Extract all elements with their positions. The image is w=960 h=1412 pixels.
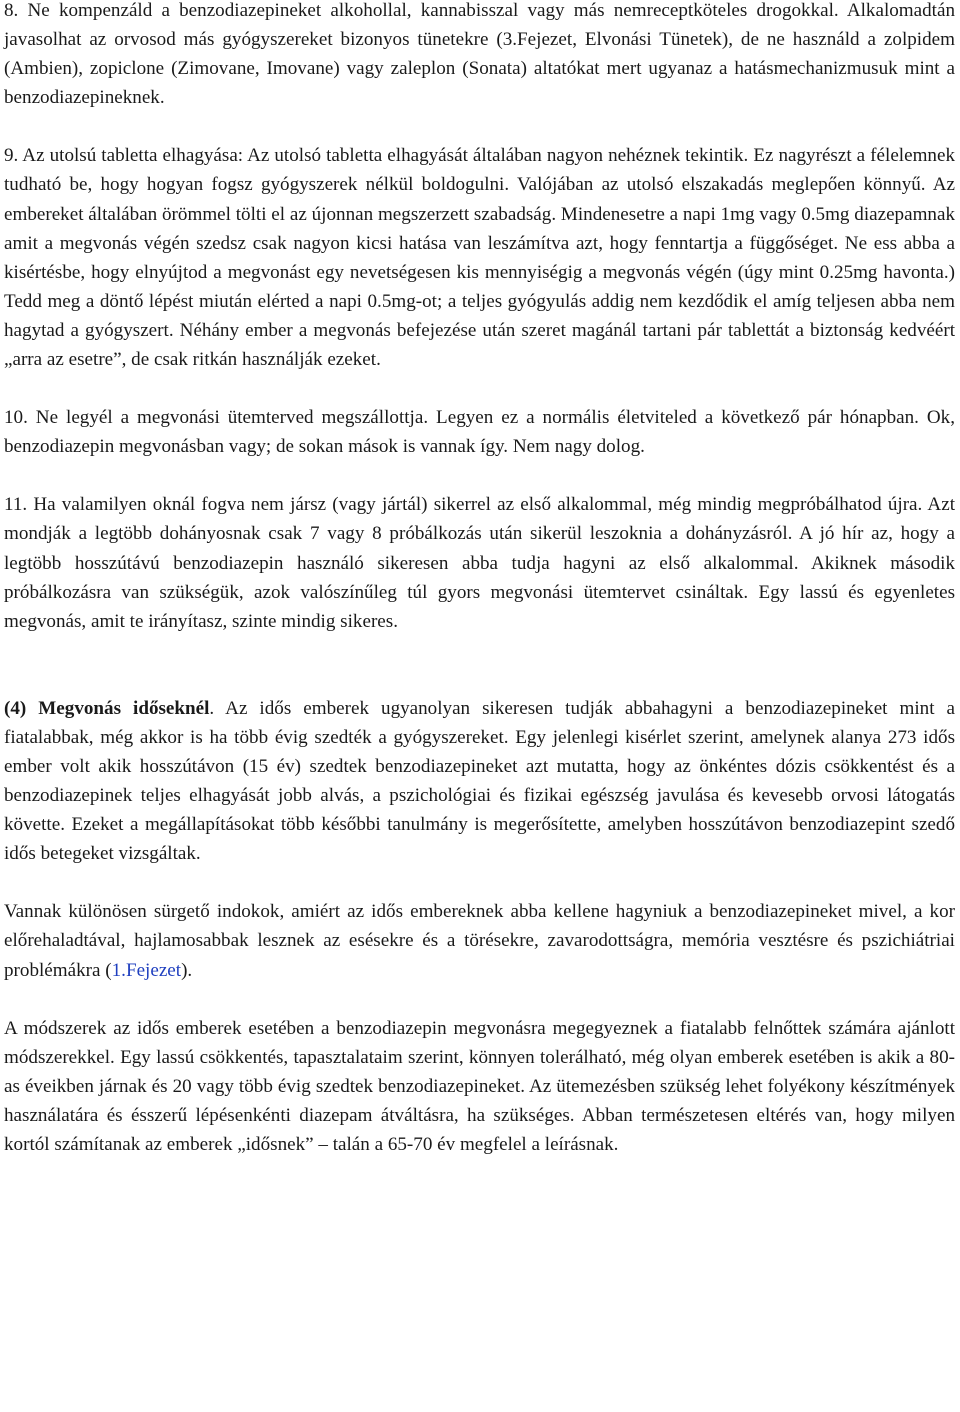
urgent-reasons-close: ). (181, 959, 193, 981)
urgent-reasons-paragraph (4, 897, 955, 984)
paragraph-11: 11. Ha valamilyen oknál fogva nem jársz (vagy jártál) sikerrel az első alkalommal, még mindig megpróbálhatod újra. Azt mondják a legtöbb dohányosnak csak 7 vagy 8 próbálkozás után sikerül leszoknia a dohányzásról. A jó hír az, hogy a legtöbb hosszútávú benzodiazepin használó sikeresen abba tudja hagyni az első alkalommal. Akiknek második próbálkozásra van szükségük, azok valószínűleg túl gyors megvonási ütemtervet csináltak. Egy lassú és egyenletes megvonás, amit te irányítasz, szinte mindig sikeres. (4, 494, 955, 632)
section-4-heading: (4) Megvonás időseknél (4, 697, 210, 719)
section-4-body: . Az idős emberek ugyanolyan sikeresen tudják abbahagyni a benzodiazepineket mint a fiatalabbak, még akkor is ha több évig szedték a gyógyszereket. Egy jelenlegi kisérlet szerint, amelynek alanya 273 idős ember volt akik hosszútávon (15 év) szedtek benzodiazepineket azt mutatta, hogy az önkéntes dózis csökkentést és a benzodiazepinek teljes elhagyását jobb alvás, a pszichológiai és fizikai egészség javulása és kevesebb orvosi látogatás követte. Ezeket a megállapításokat több későbbi tanulmány is megerősítette, amelyben hosszútávon benzodiazepint szedő idős betegeket vizsgáltak. (4, 697, 955, 865)
paragraph-10: 10. Ne legyél a megvonási ütemterved megszállottja. Legyen ez a normális életviteled a következő pár hónapban. Ok, benzodiazepin megvonásban vagy; de sokan mások is vannak így. Nem nagy dolog. (4, 407, 955, 458)
paragraph-9: 9. Az utolsú tabletta elhagyása: Az utolsó tabletta elhagyását általában nagyon nehéznek tekintik. Ez nagyrészt a félelemnek tudható be, hogy hogyan fogsz gyógyszerek nélkül boldogulni. Valójában az utolsó elszakadás meglepően könnyű. Az embereket általában örömmel tölti el az újonnan megszerzett szabadság. Mindenesetre a napi 1mg vagy 0.5mg diazepamnak amit a megvonás végén szedsz csak nagyon kicsi hatása van leszámítva azt, hogy fenntartja a függőséget. Ne ess abba a kisértésbe, hogy elnyújtod a megvonást egy nevetségesen kis mennyiségig a megvonás végén (úgy mint 0.25mg havonta.) Tedd meg a döntő lépést miután elérted a napi 0.5mg-ot; a teljes gyógyulás addig nem kezdődik el amíg teljesen abba nem hagytad a gyógyszert. Néhány ember a megvonás befejezése után szeret magánál tartani pár tablettát a biztonság kedvéért „arra az esetre”, de csak ritkán használják ezeket. (4, 145, 955, 371)
methods-paragraph: A módszerek az idős emberek esetében a benzodiazepin megvonásra megegyeznek a fiatalabb felnőttek számára ajánlott módszerekkel. Egy lassú csökkentés, tapasztalataim szerint, könnyen tolerálható, még olyan emberek esetében is akik a 80-as éveikben járnak és 20 vagy több évig szedtek benzodiazepineket. Az ütemezésben szükség lehet folyékony készítmények használatára és ésszerű lépésenkénti diazepam átváltásra, ha szükséges. Abban természetesen eltérés van, hogy milyen kortól számítanak az emberek „idősnek” – talán a 65-70 év megfelel a leírásnak. (4, 1017, 955, 1155)
paragraph-8: 8. Ne kompenzáld a benzodiazepineket alkohollal, kannabisszal vagy más nemreceptköteles drogokkal. Alkalomadtán javasolhat az orvosod más gyógyszereket bizonyos tünetekre (3.Fejezet, Elvonási Tünetek), de ne használd a zolpidem (Ambien), zopiclone (Zimovane, Imovane) vagy zaleplon (Sonata) altatókat mert ugyanaz a hatásmechanizmusuk mint a benzodiazepineknek. (4, 0, 955, 109)
chapter-1-link[interactable]: 1.Fejezet (111, 959, 182, 981)
document-page (4, 0, 955, 1159)
section-4-paragraph (4, 694, 955, 869)
urgent-reasons-text: Vannak különösen sürgető indokok, amiért az idős embereknek abba kellene hagyniuk a benzodiazepineket mivel, a kor előrehaladtával, hajlamosabbak lesznek az esésekre és a törésekre, zavarodottságra, memória vesztésre és pszichiátriai problémákra ( (4, 901, 955, 981)
